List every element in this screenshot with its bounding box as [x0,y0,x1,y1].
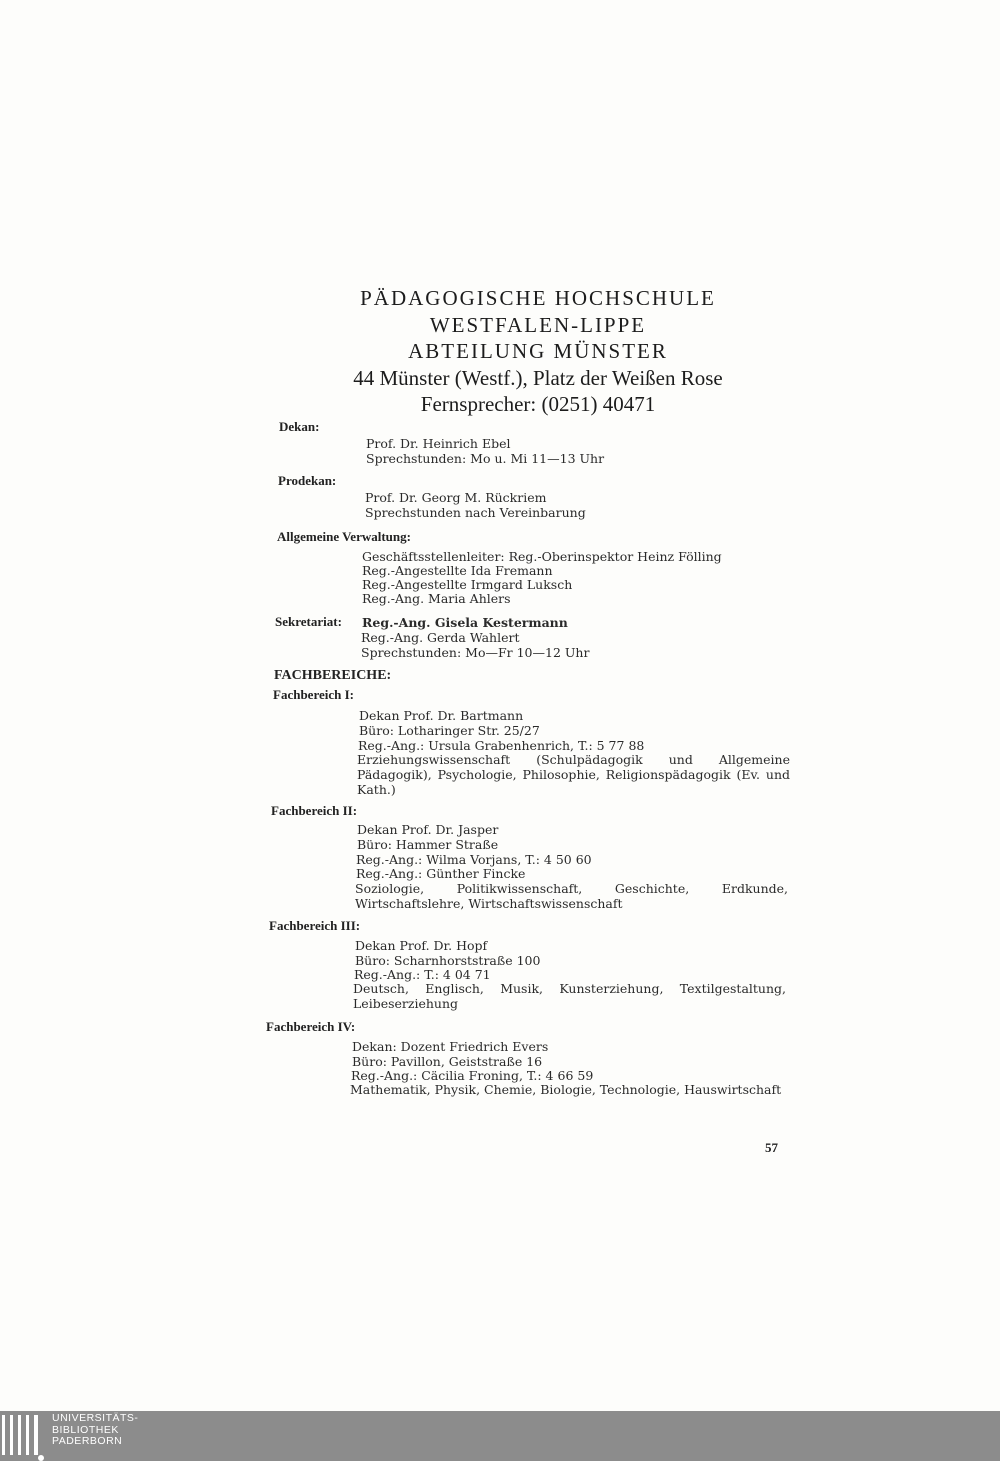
fb3-line: Büro: Scharnhorststraße 100 [355,953,541,968]
fb2-line: Dekan Prof. Dr. Jasper [357,822,499,837]
library-line: UNIVERSITÄTS- [52,1412,139,1424]
fb4-subjects: Mathematik, Physik, Chemie, Biologie, Technologie, Hauswirtschaft [350,1082,782,1097]
fb1-label: Fachbereich I: [273,687,354,702]
dekan-hours: Sprechstunden: Mo u. Mi 11—13 Uhr [366,451,605,466]
verwaltung-label: Allgemeine Verwaltung: [277,529,411,544]
fb4-line: Reg.-Ang.: Cäcilia Froning, T.: 4 66 59 [351,1068,594,1083]
fb1-line: Büro: Lotharinger Str. 25/27 [359,723,540,738]
sekretariat-label: Sekretariat: [275,614,342,629]
dekan-label: Dekan: [279,419,320,434]
prodekan-hours: Sprechstunden nach Vereinbarung [365,505,586,520]
dekan-name: Prof. Dr. Heinrich Ebel [366,436,511,451]
fb2-line: Büro: Hammer Straße [357,837,499,852]
library-name [52,1413,138,1448]
library-line: BIBLIOTHEK [52,1423,119,1436]
institution-region: WESTFALEN-LIPPE [429,313,647,337]
phone: Fernsprecher: (0251) 40471 [420,392,656,416]
fb1-subjects: Erziehungswissenschaft (Schulpädagogik und Allgemeine Pädagogik), Psychologie, Philosophie, Religionspädagogik (Ev. und Kath.) [357,752,790,797]
fb3-line: Reg.-Ang.: T.: 4 04 71 [354,967,491,982]
library-footer [0,1411,1000,1461]
fb1-line: Dekan Prof. Dr. Bartmann [359,708,524,723]
address: 44 Münster (Westf.), Platz der Weißen Rose [353,366,723,390]
institution-department: ABTEILUNG MÜNSTER [408,339,668,363]
fb3-subjects: Deutsch, Englisch, Musik, Kunsterziehung, Textilgestaltung, Leibeserziehung [353,981,786,1011]
verwaltung-line: Reg.-Ang. Maria Ahlers [362,591,511,606]
fb4-label: Fachbereich IV: [266,1019,356,1034]
fb4-line: Büro: Pavillon, Geiststraße 16 [352,1054,543,1069]
sekretariat-hours: Sprechstunden: Mo—Fr 10—12 Uhr [361,645,590,660]
fb1-line: Reg.-Ang.: Ursula Grabenhenrich, T.: 5 77 88 [358,738,645,753]
prodekan-name: Prof. Dr. Georg M. Rückriem [365,490,547,505]
fb2-line: Reg.-Ang.: Wilma Vorjans, T.: 4 50 60 [356,852,592,867]
verwaltung-line: Reg.-Angestellte Irmgard Luksch [362,577,573,592]
verwaltung-line: Geschäftsstellenleiter: Reg.-Oberinspektor Heinz Fölling [362,549,722,564]
library-line: PADERBORN [52,1435,123,1447]
sekretariat-line: Reg.-Ang. Gisela Kestermann [362,615,568,630]
sekretariat-line: Reg.-Ang. Gerda Wahlert [361,630,520,645]
verwaltung-line: Reg.-Angestellte Ida Fremann [362,563,553,578]
fb2-label: Fachbereich II: [271,803,358,818]
institution-name: PÄDAGOGISCHE HOCHSCHULE [360,286,716,310]
fb3-line: Dekan Prof. Dr. Hopf [355,938,488,953]
fb2-subjects: Soziologie, Politikwissenschaft, Geschichte, Erdkunde, Wirtschaftslehre, Wirtschaftswissenschaft [355,881,788,911]
prodekan-label: Prodekan: [278,473,337,488]
page-number: 57 [765,1140,778,1155]
fb3-label: Fachbereich III: [269,918,361,933]
fb4-line: Dekan: Dozent Friedrich Evers [352,1039,549,1054]
fb2-line: Reg.-Ang.: Günther Fincke [356,866,526,881]
fachbereiche-heading: FACHBEREICHE: [274,668,392,683]
